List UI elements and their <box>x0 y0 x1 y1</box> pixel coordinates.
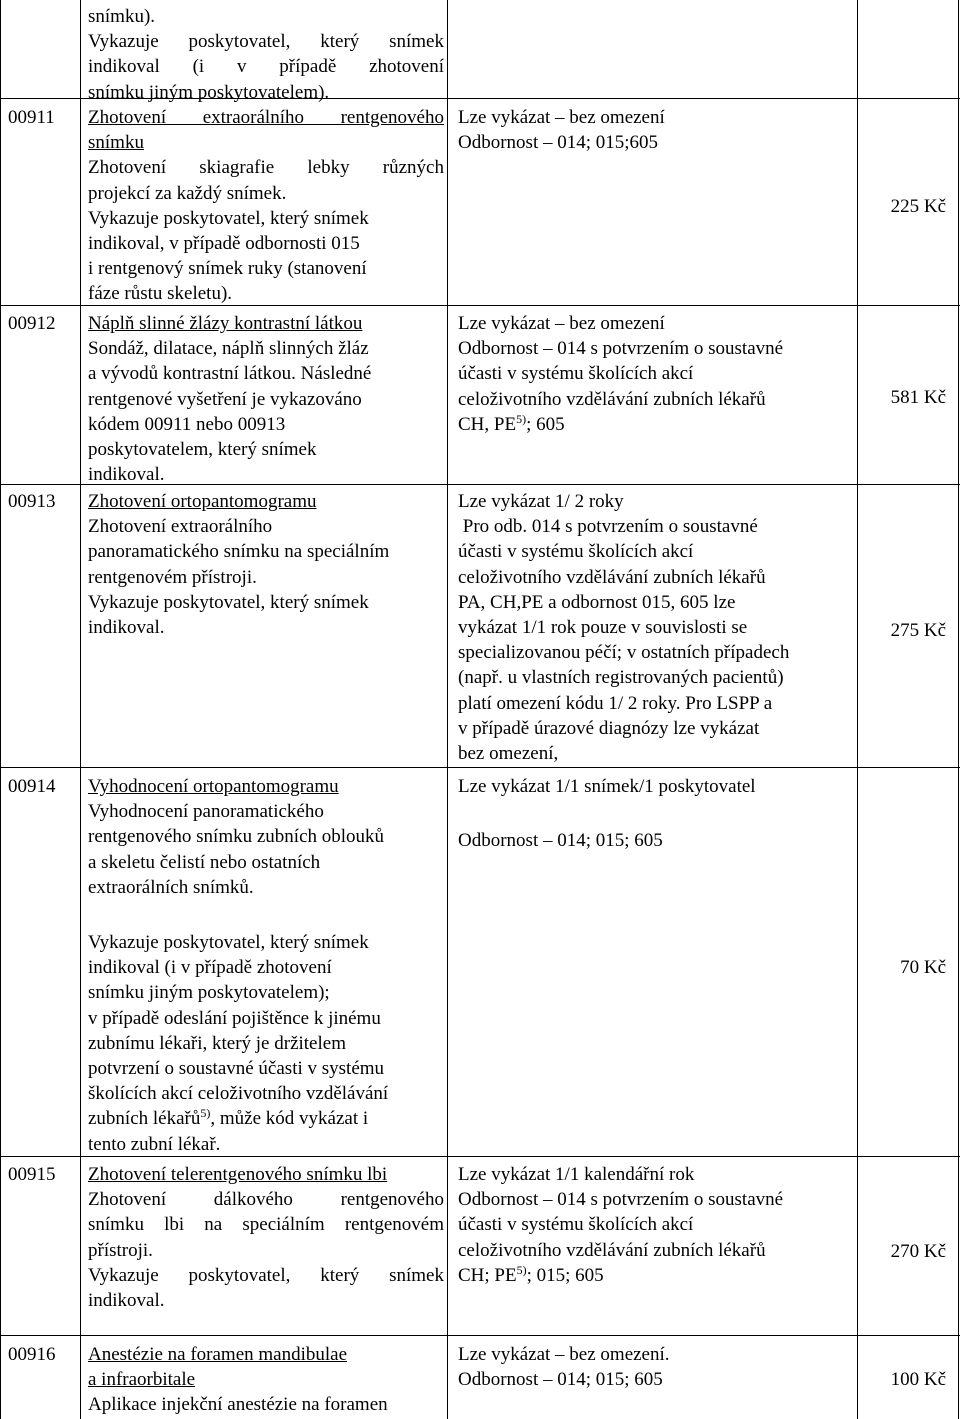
text-line: Zhotovení skiagrafie lebky různých <box>88 157 444 179</box>
text-line: Lze vykázat – bez omezení <box>458 107 665 128</box>
text-fragment: zubních lékařů <box>88 1108 201 1130</box>
text-line: Lze vykázat 1/ 2 roky <box>458 491 624 512</box>
text-line: a vývodů kontrastní látkou. Následné <box>88 363 372 385</box>
text-line: v případě úrazové diagnózy lze vykázat <box>458 717 760 739</box>
text-line: projekcí za každý snímek. <box>88 182 287 204</box>
conditions-00912 <box>458 311 854 437</box>
text-line <box>458 1263 854 1288</box>
text-line <box>88 1106 444 1131</box>
footnote-marker: 5) <box>516 411 527 426</box>
text-fragment: ; 605 <box>526 413 565 435</box>
code-00914: 00914 <box>8 776 56 797</box>
text-line: školících akcí celoživotního vzdělávání <box>88 1083 389 1105</box>
conditions-00911 <box>458 105 854 155</box>
table-border-left <box>0 0 1 1419</box>
procedure-title: Anestézie na foramen mandibulae <box>88 1344 348 1365</box>
text-line: snímku). <box>88 6 156 27</box>
description-00913 <box>88 489 444 640</box>
footnote-marker: 5) <box>200 1106 211 1121</box>
text-fragment: , může kód vykázat i <box>210 1108 369 1130</box>
text-line: platí omezení kódu 1/ 2 roky. Pro LSPP a <box>458 692 773 714</box>
text-line: (např. u vlastních registrovaných pacientů) <box>458 667 784 689</box>
description-00915 <box>88 1162 444 1313</box>
text-line: potvrzení o soustavné účasti v systému <box>88 1058 385 1080</box>
price-00916: 100 Kč <box>890 1369 946 1390</box>
text-line: přístroji. <box>88 1239 153 1261</box>
row-divider <box>0 767 960 768</box>
text-line: Aplikace injekční anestézie na foramen <box>88 1394 388 1416</box>
text-line: indikoval, v případě odbornosti 015 <box>88 233 360 255</box>
column-divider-code <box>80 0 81 1419</box>
text-line: Sondáž, dilatace, náplň slinných žláz <box>88 338 369 360</box>
text-line: indikoval. <box>88 617 165 639</box>
text-line: Vykazuje poskytovatel, který snímek <box>88 31 444 53</box>
text-fragment: CH, PE <box>458 413 517 435</box>
conditions-00915 <box>458 1162 854 1288</box>
text-line: specializovanou péčí; v ostatních případech <box>458 642 790 664</box>
text-line: Odbornost – 014; 015; 605 <box>458 1369 663 1391</box>
conditions-00913 <box>458 489 854 766</box>
text-line: v případě odeslání pojištěnce k jinému <box>88 1007 381 1029</box>
text-line: indikoval. <box>88 464 165 486</box>
text-line: zubnímu lékaři, který je držitelem <box>88 1032 346 1054</box>
description-00911 <box>88 105 444 307</box>
text-line: i rentgenový snímek ruky (stanovení <box>88 258 367 280</box>
text-line: PA, CH,PE a odbornost 015, 605 lze <box>458 591 736 613</box>
text-line: panoramatického snímku na speciálním <box>88 541 390 563</box>
procedure-title: Náplň slinné žlázy kontrastní látkou <box>88 313 363 334</box>
description-00914 <box>88 774 444 900</box>
procedure-title: a infraorbitale <box>88 1369 196 1391</box>
text-line: Vykazuje poskytovatel, který snímek <box>88 591 369 613</box>
text-line: indikoval (i v případě zhotovení <box>88 56 444 78</box>
text-line: snímku jiným poskytovatelem). <box>88 81 330 103</box>
description-00916 <box>88 1342 444 1418</box>
text-line: Odbornost – 014 s potvrzením o soustavné <box>458 338 784 360</box>
code-00911: 00911 <box>8 107 55 128</box>
text-line: celoživotního vzdělávání zubních lékařů <box>458 388 766 410</box>
text-line: a skeletu čelistí nebo ostatních <box>88 851 321 873</box>
code-00912: 00912 <box>8 313 56 334</box>
footnote-marker: 5) <box>516 1262 527 1277</box>
text-line: Vykazuje poskytovatel, který snímek <box>88 932 369 953</box>
text-line: účasti v systému školících akcí <box>458 363 694 385</box>
conditions-00916 <box>458 1342 854 1392</box>
text-line: Lze vykázat 1/1 snímek/1 poskytovatel <box>458 776 756 797</box>
price-00913: 275 Kč <box>890 620 946 641</box>
text-line: Vykazuje poskytovatel, který snímek <box>88 1264 444 1286</box>
row-divider <box>0 1335 960 1336</box>
procedure-title: Zhotovení extraorálního rentgenového <box>88 107 444 128</box>
column-divider-description <box>447 0 448 1419</box>
code-00913: 00913 <box>8 491 56 512</box>
text-line: rentgenové vyšetření je vykazováno <box>88 388 362 410</box>
text-line: tento zubní lékař. <box>88 1133 221 1155</box>
text-line: Lze vykázat – bez omezení. <box>458 1344 670 1365</box>
text-line: Lze vykázat 1/1 kalendářní rok <box>458 1164 695 1185</box>
text-line: snímku lbi na speciálním rentgenovém <box>88 1214 444 1236</box>
table-border-right <box>958 0 959 1419</box>
text-line: účasti v systému školících akcí <box>458 541 694 563</box>
text-line: snímku jiným poskytovatelem); <box>88 982 330 1004</box>
code-00915: 00915 <box>8 1164 56 1185</box>
text-line: Odbornost – 014 s potvrzením o soustavné <box>458 1189 784 1211</box>
text-line: indikoval. <box>88 1290 165 1312</box>
text-line: účasti v systému školících akcí <box>458 1214 694 1236</box>
text-line: rentgenového snímku zubních oblouků <box>88 826 385 848</box>
text-line: rentgenovém přístroji. <box>88 566 257 588</box>
text-line: kódem 00911 nebo 00913 <box>88 413 286 435</box>
text-line: Pro odb. 014 s potvrzením o soustavné <box>458 516 758 538</box>
code-00916: 00916 <box>8 1344 56 1365</box>
price-00915: 270 Kč <box>890 1241 946 1262</box>
text-line: vykázat 1/1 rok pouze v souvislosti se <box>458 617 748 639</box>
procedure-title: Vyhodnocení ortopantomogramu <box>88 776 339 797</box>
text-line: Odbornost – 014; 015; 605 <box>458 830 663 852</box>
procedure-title: Zhotovení ortopantomogramu <box>88 491 317 512</box>
text-line: indikoval (i v případě zhotovení <box>88 957 332 979</box>
description-00912 <box>88 311 444 487</box>
price-00911: 225 Kč <box>890 196 946 217</box>
text-line: celoživotního vzdělávání zubních lékařů <box>458 566 766 588</box>
text-line: celoživotního vzdělávání zubních lékařů <box>458 1239 766 1261</box>
text-line: Vyhodnocení panoramatického <box>88 801 324 823</box>
procedure-title: snímku <box>88 132 144 154</box>
procedure-title: Zhotovení telerentgenového snímku lbi <box>88 1164 388 1185</box>
description-00914-billing <box>88 930 444 1157</box>
column-divider-conditions <box>857 0 858 1419</box>
text-line: bez omezení, <box>458 743 559 765</box>
text-line <box>458 412 854 437</box>
text-line: Odbornost – 014; 015;605 <box>458 132 659 154</box>
previous-row-description <box>88 4 444 105</box>
text-line: Vykazuje poskytovatel, který snímek <box>88 207 369 229</box>
conditions-00914 <box>458 774 854 853</box>
text-line: poskytovatelem, který snímek <box>88 439 317 461</box>
text-fragment: ; 015; 605 <box>526 1264 604 1286</box>
text-line: fáze růstu skeletu). <box>88 283 233 305</box>
text-line: Zhotovení extraorálního <box>88 516 273 538</box>
price-00914: 70 Kč <box>900 957 946 978</box>
text-line: Lze vykázat – bez omezení <box>458 313 665 334</box>
price-00912: 581 Kč <box>890 387 946 408</box>
text-fragment: CH; PE <box>458 1264 517 1286</box>
text-line: extraorálních snímků. <box>88 876 254 898</box>
text-line: Zhotovení dálkového rentgenového <box>88 1189 444 1211</box>
